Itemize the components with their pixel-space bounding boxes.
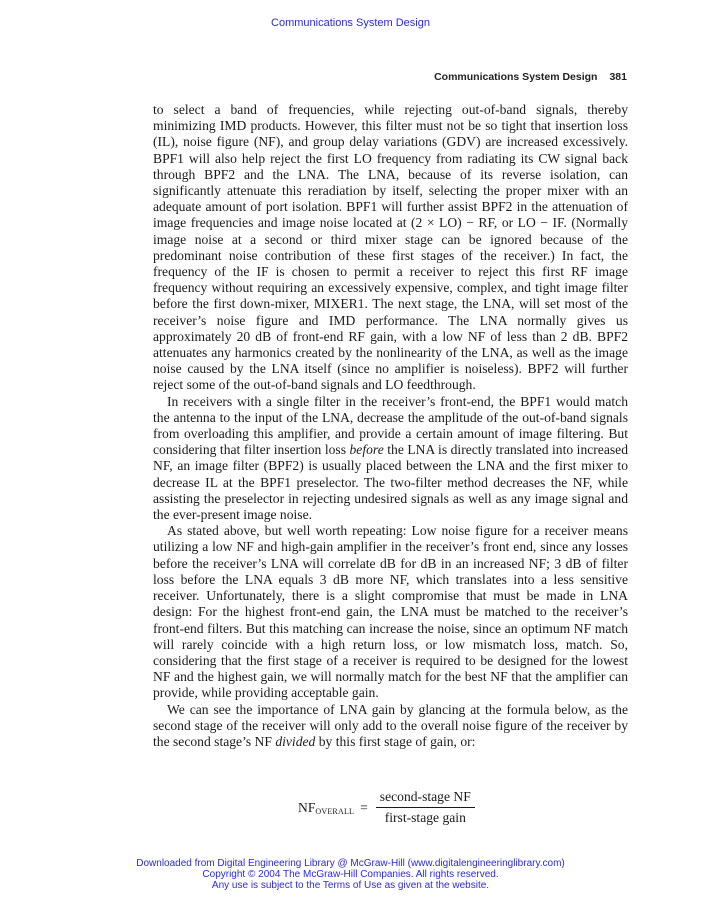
paragraph bbox=[153, 702, 628, 751]
paragraph-text: As stated above, but well worth repeating: Low noise figure for a receiver means utilizing a low NF and high-gain amplifier in the receiver’s front end, since any losses before the receiver’s LNA will correlate dB for dB in an increased NF; 3 dB of filter loss before the LNA equals 3 dB more NF, which translates into a less sensitive receiver. Unfortunately, there is a slight compromise that must be made in LNA design: For the highest front-end gain, the LNA must be matched to the receiver’s front-end filters. But this matching can increase the noise, since an optimum NF match will rarely coincide with a high return loss, or low mismatch loss, match. So, considering that the first stage of a receiver is required to be designed for the lowest NF and the highest gain, we will normally match for the best NF that the amplifier can provide, while providing acceptable gain. bbox=[153, 523, 628, 701]
paragraph-text: by this first stage of gain, or: bbox=[315, 733, 476, 749]
footer-terms-link[interactable]: Any use is subject to the Terms of Use as given at the website. bbox=[211, 880, 490, 891]
top-link[interactable]: Communications System Design bbox=[271, 17, 430, 29]
formula-equals: = bbox=[360, 799, 368, 815]
running-head bbox=[434, 71, 627, 83]
paragraph-text: We can see the importance of LNA gain by glancing at the formula below, as the second stage of the receiver will only add to the overall noise figure of the receiver by the second stage’s NF bbox=[153, 701, 628, 749]
body-text bbox=[153, 102, 628, 750]
formula-lhs-subscript: OVERALL bbox=[315, 806, 355, 816]
formula-lhs-main: NF bbox=[298, 799, 316, 815]
paragraph bbox=[153, 523, 628, 701]
paragraph-text: to select a band of frequencies, while rejecting out-of-band signals, thereby minimizing IMD products. However, this filter must not be so tight that insertion loss (IL), noise figure (NF), and group delay variations (GDV) are increased excessively. BPF1 will also help reject the first LO frequency from radiating its CW signal back through BPF2 and the LNA. The LNA, because of its reverse isolation, can significantly attenuate this reradiation by itself, selecting the proper mixer with an adequate amount of port isolation. BPF1 will further assist BPF2 in the attenuation of image frequencies and image noise located at (2 × LO) − RF, or LO − IF. (Normally image noise at a second or third mixer stage can be ignored because of the predominant noise contribution of these first stages of the receiver.) In fact, the frequency of the IF is chosen to permit a receiver to reject this first RF image frequency without requiring an excessively expensive, complex, and tight image filter before the first down-mixer, MIXER1. The next stage, the LNA, will set most of the receiver’s noise figure and IMD performance. The LNA normally gives us approximately 20 dB of front-end RF gain, with a low NF of less than 2 dB. BPF2 attenuates any harmonics created by the nonlinearity of the LNA, as well as the image noise caused by the LNA itself (since no amplifier is noiseless). BPF2 will further reject some of the out-of-band signals and LO feedthrough. bbox=[153, 102, 628, 393]
emphasis-text: before bbox=[349, 442, 384, 458]
formula-lhs bbox=[298, 800, 354, 816]
page-number: 381 bbox=[609, 71, 627, 83]
paragraph bbox=[153, 102, 628, 394]
footer-copyright: Copyright © 2004 The McGraw-Hill Companies. All rights reserved. bbox=[202, 869, 499, 880]
paragraph-text: In receivers with a single filter in the receiver’s front-end, the BPF1 would match the antenna to the input of the LNA, decrease the amplitude of the out-of-band signals from overloading this amplifier, and provide a certain amount of image filtering. But considering that filter insertion loss bbox=[153, 393, 628, 458]
paragraph-text: the LNA is directly translated into increased NF, an image filter (BPF2) is usually placed between the LNA and the first mixer to decrease IL at the BPF1 preselector. The two-filter method decreases the NF, while assisting the preselector in rejecting undesired signals as well as any image signal and the ever-present image noise. bbox=[153, 442, 628, 523]
footer-download-link[interactable]: Downloaded from Digital Engineering Library @ McGraw-Hill (www.digitalengineeringlibrary.com) bbox=[136, 858, 565, 869]
formula-numerator: second-stage NF bbox=[376, 789, 475, 808]
noise-figure-formula bbox=[298, 789, 475, 826]
paragraph bbox=[153, 394, 628, 524]
formula-fraction bbox=[376, 789, 475, 826]
emphasis-text: divided bbox=[275, 733, 316, 749]
footer bbox=[0, 858, 701, 891]
formula-denominator: first-stage gain bbox=[384, 810, 466, 825]
running-title: Communications System Design bbox=[434, 71, 598, 83]
